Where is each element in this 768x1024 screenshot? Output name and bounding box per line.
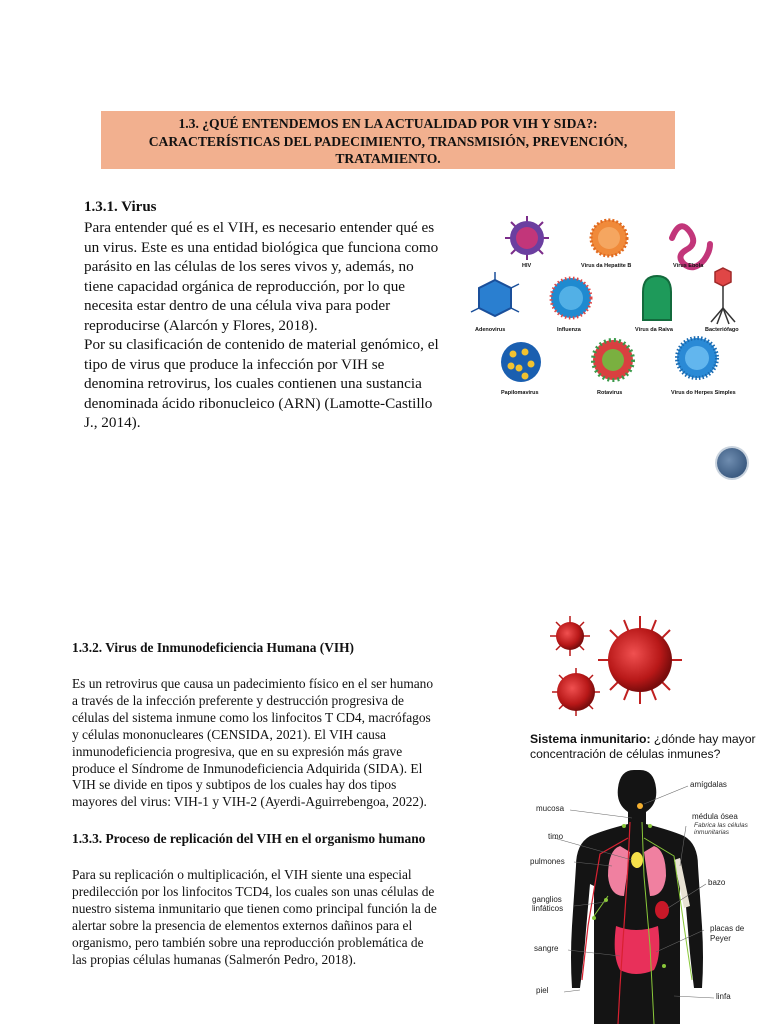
virus-line: Por su clasificación de contenido de material genómico, el bbox=[84, 336, 439, 353]
virus-label: Virus da Hepatite B bbox=[581, 263, 632, 269]
ebola-virus-icon bbox=[672, 226, 710, 267]
virus-particle-small bbox=[550, 616, 590, 656]
vih-line: a través de la infección preferente y destrucción progresiva de bbox=[72, 692, 405, 708]
label-sangre: sangre bbox=[534, 944, 559, 953]
virus-label: Influenza bbox=[557, 327, 581, 333]
vih-line: VIH se divide en tipos y subtipos de los cuales hay dos tipos bbox=[72, 777, 397, 793]
vih-line: inmunodeficiencia progresiva, que en su expresión más grave bbox=[72, 743, 403, 759]
virus-label: HIV bbox=[522, 263, 532, 269]
virus-particle-medium bbox=[552, 668, 600, 716]
virus-label: Virus do Herpes Simples bbox=[671, 390, 736, 396]
label-mucosa: mucosa bbox=[536, 804, 565, 813]
vih-line: mayores del virus: VIH-1 y VIH-2 (Ayerdi-Aguirrebengoa, 2022). bbox=[72, 794, 427, 810]
virus-label: Papilomavirus bbox=[501, 390, 539, 396]
virus-label: Vírus Ebola bbox=[673, 263, 704, 269]
label-piel: piel bbox=[536, 986, 549, 995]
vih-heading: 1.3.2. Virus de Inmunodeficiencia Humana (VIH) bbox=[72, 640, 354, 655]
virus-line: un virus. Este es una entidad biológica que funciona como bbox=[84, 238, 439, 256]
replication-line: organismo, pero también sobre una reproducción problemática de bbox=[72, 934, 424, 950]
replication-line: alertar sobre la presencia de elementos externos dañinos para el bbox=[72, 917, 413, 933]
figure-title-rest: ¿dónde hay mayor bbox=[650, 732, 756, 746]
virus-label: Rotavirus bbox=[597, 390, 623, 396]
virus-paragraph bbox=[84, 218, 462, 433]
herpes-virus-icon bbox=[677, 338, 717, 378]
virus-label: Bacteriófago bbox=[705, 327, 739, 333]
virus-heading: 1.3.1. Virus bbox=[84, 199, 157, 215]
replication-line: las propias células humanas (Salmerón Pedro, 2018). bbox=[72, 951, 357, 967]
hiv-virus-icon bbox=[505, 216, 549, 260]
vih-paragraph bbox=[72, 676, 472, 811]
replication-line: nuestro sistema inmunitario que tienen como principal función la de bbox=[72, 900, 437, 916]
navigation-dot-button[interactable] bbox=[717, 448, 747, 478]
virus-line: tipo de virus que produce la infección por VIH se bbox=[84, 355, 385, 373]
label-amigdalas: amígdalas bbox=[690, 780, 727, 789]
label-placas: placas de bbox=[710, 924, 745, 933]
virus-line: denomina retrovirus, los cuales contienen una sustancia bbox=[84, 375, 422, 392]
virus-line: Para entender qué es el VIH, es necesario entender qué es bbox=[84, 219, 435, 236]
red-virus-illustration bbox=[544, 612, 684, 716]
vih-line: células del sistema inmune como los linfocitos T CD4, macrófagos bbox=[72, 709, 431, 725]
vih-line: produce el Síndrome de Inmunodeficiencia Adquirida (SIDA). El bbox=[72, 760, 423, 776]
label-ganglios: ganglios bbox=[532, 895, 562, 904]
label-medula-osea: médula ósea bbox=[692, 812, 738, 821]
virus-particle-large bbox=[598, 616, 682, 704]
vih-line: Es un retrovirus que causa un padecimiento físico en el ser humano bbox=[72, 676, 434, 691]
virus-line: necesita estar dentro de una célula viva para poder bbox=[84, 297, 391, 314]
label-pulmones: pulmones bbox=[530, 857, 565, 866]
virus-line: parásito en las células de los seres vivos y, además, no bbox=[84, 258, 414, 275]
label-peyer: Peyer bbox=[710, 934, 731, 943]
label-medula-note2: inmunitarias bbox=[694, 829, 730, 836]
virus-types-illustration bbox=[467, 208, 761, 400]
papillomavirus-icon bbox=[501, 342, 541, 382]
immune-system-figure bbox=[524, 726, 768, 1024]
bacteriophage-icon bbox=[711, 268, 735, 324]
influenza-virus-icon bbox=[551, 278, 591, 318]
replication-paragraph bbox=[72, 867, 472, 968]
virus-label: Vírus da Raiva bbox=[635, 327, 673, 333]
replication-line: predilección por los linfocitos TCD4, los cuales son unas células de bbox=[72, 883, 435, 899]
label-linfaticos: linfáticos bbox=[532, 904, 564, 913]
label-medula-note1: Fabrica las células bbox=[694, 822, 748, 829]
virus-line: denominada ácido ribonucleico (ARN) (Lamotte-Castillo bbox=[84, 394, 433, 412]
section-title-line3: TRATAMIENTO. bbox=[335, 151, 441, 166]
adenovirus-icon bbox=[479, 280, 511, 316]
virus-line: reproducirse (Alarcón y Flores, 2018). bbox=[84, 316, 318, 334]
body-silhouette bbox=[524, 726, 768, 1024]
virus-label: Adenovirus bbox=[475, 327, 506, 333]
virus-line: tiene capacidad orgánica de reproducción, por lo que bbox=[84, 277, 406, 295]
vih-line: y células mononucleares (CENSIDA, 2021). El VIH causa bbox=[72, 726, 386, 742]
section-title-box bbox=[101, 111, 675, 169]
figure-title-bold: Sistema inmunitario: bbox=[530, 732, 651, 746]
label-linfa: linfa bbox=[716, 992, 731, 1001]
virus-line: J., 2014). bbox=[84, 414, 141, 431]
hepatitis-b-virus-icon bbox=[591, 220, 627, 256]
label-timo: timo bbox=[548, 832, 564, 841]
replication-heading: 1.3.3. Proceso de replicación del VIH en el organismo humano bbox=[72, 831, 426, 846]
section-title-line2: CARACTERÍSTICAS DEL PADECIMIENTO, TRANSMISIÓN, PREVENCIÓN, bbox=[148, 133, 628, 149]
section-title-line1: 1.3. ¿QUÉ ENTENDEMOS EN LA ACTUALIDAD POR VIH Y SIDA?: bbox=[178, 116, 598, 131]
figure-title-line2: concentración de células inmunes? bbox=[530, 747, 721, 761]
rotavirus-icon bbox=[593, 340, 633, 380]
rabies-virus-icon bbox=[643, 276, 671, 320]
label-bazo: bazo bbox=[708, 878, 726, 887]
replication-line: Para su replicación o multiplicación, el VIH siente una especial bbox=[72, 867, 412, 882]
